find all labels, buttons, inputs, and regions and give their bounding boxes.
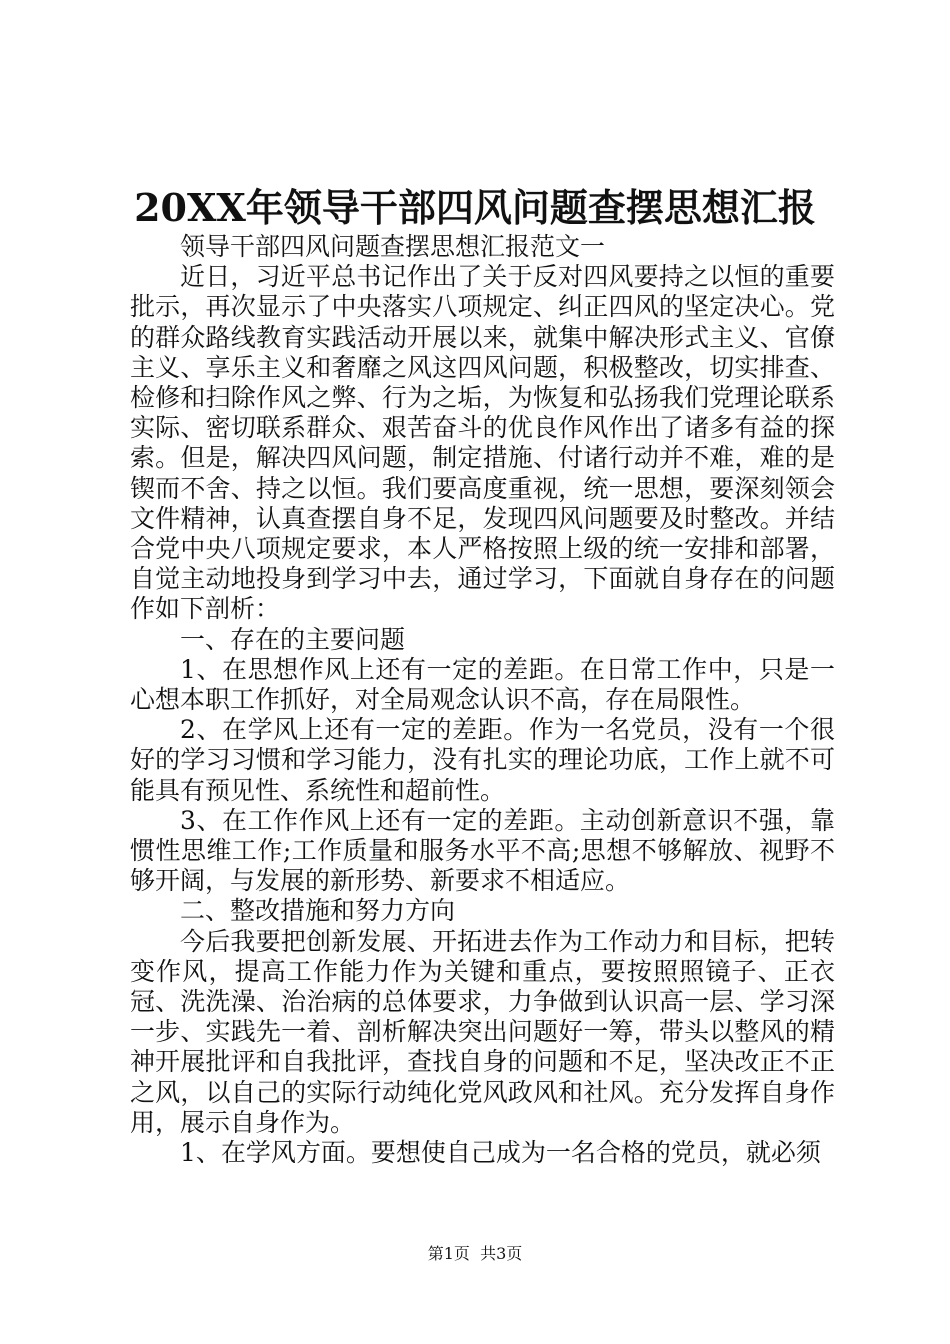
page-total: 共3页	[480, 1244, 523, 1263]
paragraph-measure-1: 1、在学风方面。要想使自己成为一名合格的党员，就必须	[180, 1138, 821, 1168]
paragraph-problem-1: 1、在思想作风上还有一定的差距。在日常工作中，只是一心想本职工作抓好，对全局观念认识不高，存在局限性。	[130, 654, 835, 715]
section-heading-problems: 一、存在的主要问题	[180, 624, 406, 654]
paragraph-intro: 近日，习近平总书记作出了关于反对四风要持之以恒的重要批示，再次显示了中央落实八项规定、纠正四风的坚定决心。党的群众路线教育实践活动开展以来，就集中解决形式主义、官僚主义、享乐主义和奢靡之风这四风问题，积极整改，切实排查、检修和扫除作风之弊、行为之垢，为恢复和弘扬我们党理论联系实际、密切联系群众、艰苦奋斗的优良作风作出了诸多有益的探索。但是，解决四风问题，制定措施、付诸行动并不难，难的是锲而不舍、持之以恒。我们要高度重视，统一思想，要深刻领会文件精神，认真查摆自身不足，发现四风问题要及时整改。并结合党中央八项规定要求，本人严格按照上级的统一安排和部署，自觉主动地投身到学习中去，通过学习，下面就自身存在的问题作如下剖析：	[130, 262, 835, 624]
page-footer	[0, 1244, 950, 1264]
document-subtitle: 领导干部四风问题查摆思想汇报范文一	[180, 232, 606, 261]
document-title: 20XX年领导干部四风问题查摆思想汇报	[134, 185, 816, 230]
section-heading-measures: 二、整改措施和努力方向	[180, 896, 456, 926]
document-body	[130, 232, 835, 1168]
paragraph-problem-2: 2、在学风上还有一定的差距。作为一名党员，没有一个很好的学习习惯和学习能力，没有扎实的理论功底，工作上就不可能具有预见性、系统性和超前性。	[130, 715, 835, 805]
paragraph-problem-3: 3、在工作作风上还有一定的差距。主动创新意识不强，靠惯性思维工作;工作质量和服务水平不高;思想不够解放、视野不够开阔，与发展的新形势、新要求不相适应。	[130, 805, 835, 896]
paragraph-measures: 今后我要把创新发展、开拓进去作为工作动力和目标，把转变作风，提高工作能力作为关键和重点，要按照照镜子、正衣冠、洗洗澡、治治病的总体要求，力争做到认识高一层、学习深一步、实践先一着、剖析解决突出问题好一筹，带头以整风的精神开展批评和自我批评，查找自身的问题和不足，坚决改正不正之风，以自己的实际行动纯化党风政风和社风。充分发挥自身作用，展示自身作为。	[130, 926, 835, 1137]
page-number: 第1页	[427, 1244, 470, 1263]
